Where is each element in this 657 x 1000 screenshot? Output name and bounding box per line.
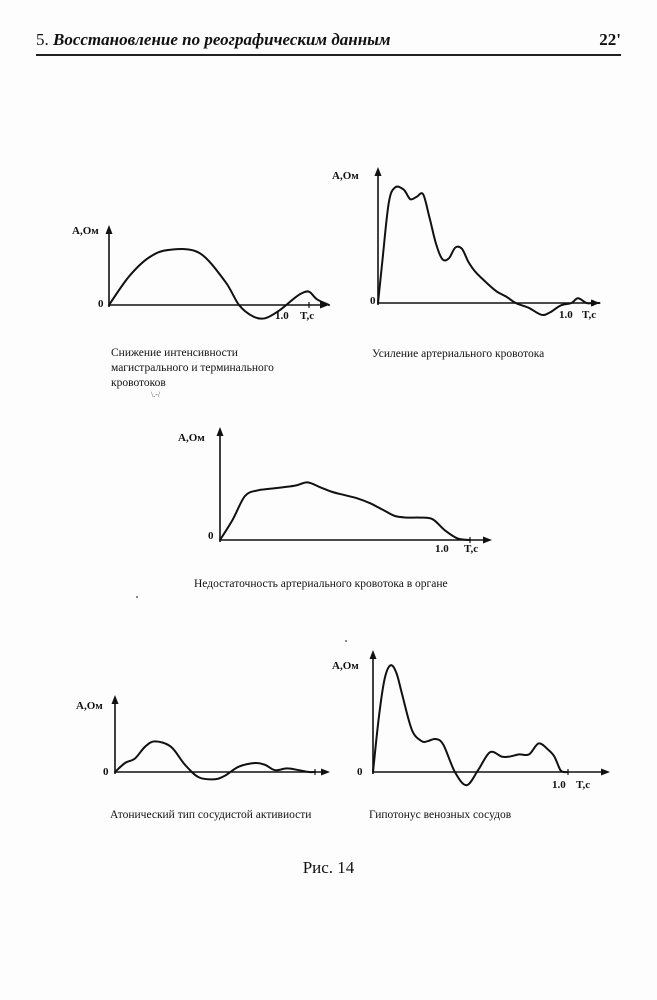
caption-increased-flow [372, 347, 544, 362]
x-tick-label-1: 1.0 [275, 310, 289, 322]
plot-svg [64, 215, 334, 325]
plot-svg [170, 422, 500, 562]
caption-line: кровотоков [111, 377, 166, 389]
caption-line: Гипотонус венозных сосудов [369, 809, 512, 821]
x-tick-label-1: 1.0 [435, 543, 449, 555]
caption-venous-hypotonus [369, 808, 511, 823]
y-axis-arrow [112, 695, 119, 704]
origin-tick-label: 0 [98, 298, 104, 310]
x-axis-arrow [601, 769, 610, 776]
y-axis-label: А,Ом [72, 225, 99, 237]
origin-tick-label: 0 [370, 295, 376, 307]
x-axis-label: T,c [464, 543, 479, 555]
plot-venous-hypotonus [328, 650, 618, 800]
y-axis-label: А,Ом [76, 700, 103, 712]
x-axis-label: T,c [300, 310, 315, 322]
plot-svg [70, 690, 340, 790]
plot-increased-flow [328, 165, 608, 325]
rheogram-curve [109, 249, 329, 319]
x-axis-label: T,c [576, 779, 591, 791]
scan-speck [345, 640, 347, 642]
caption-line: магистрального и терминального [111, 362, 274, 374]
plot-atonic-type [70, 690, 340, 790]
section-title [36, 30, 391, 50]
rheogram-curve [373, 665, 568, 785]
rheogram-curve [115, 741, 315, 779]
rheogram-curve [378, 187, 600, 315]
y-axis-arrow [217, 427, 224, 436]
origin-tick-label: 0 [103, 766, 109, 778]
caption-line: Атонический тип сосудистой активиости [110, 809, 312, 821]
caption-line: Усиление артериального кровотока [372, 348, 545, 360]
origin-tick-label: 0 [357, 766, 363, 778]
caption-insufficient-flow [194, 577, 448, 592]
x-axis-arrow [483, 537, 492, 544]
stray-mark: \.-/ [151, 390, 161, 399]
y-axis-arrow [375, 167, 382, 176]
plot-insufficient-flow [170, 422, 500, 562]
y-axis-label: А,Ом [332, 660, 359, 672]
caption-line: Снижение интенсивности [111, 347, 238, 359]
figure-label: Рис. 14 [302, 858, 355, 877]
caption-line: Недостаточность артериального кровотока в органе [194, 578, 448, 590]
page-number: 22' [599, 30, 621, 49]
x-tick-label-1: 1.0 [559, 309, 573, 321]
running-header [36, 30, 621, 56]
section-number: 5. [36, 30, 49, 49]
y-axis-label: А,Ом [178, 432, 205, 444]
caption-reduced-flow [111, 346, 321, 391]
plot-reduced-flow [64, 215, 334, 325]
plot-svg [328, 650, 618, 800]
x-tick-label-1: 1.0 [552, 779, 566, 791]
rheogram-curve [220, 482, 470, 540]
x-axis-label: T,c [582, 309, 597, 321]
origin-tick-label: 0 [208, 530, 214, 542]
section-title-text: Восстановление по реографическим данным [53, 30, 391, 49]
scan-speck [136, 596, 138, 598]
y-axis-arrow [106, 225, 113, 234]
caption-atonic-type [110, 808, 311, 823]
y-axis-arrow [370, 650, 377, 659]
y-axis-label: А,Ом [332, 170, 359, 182]
